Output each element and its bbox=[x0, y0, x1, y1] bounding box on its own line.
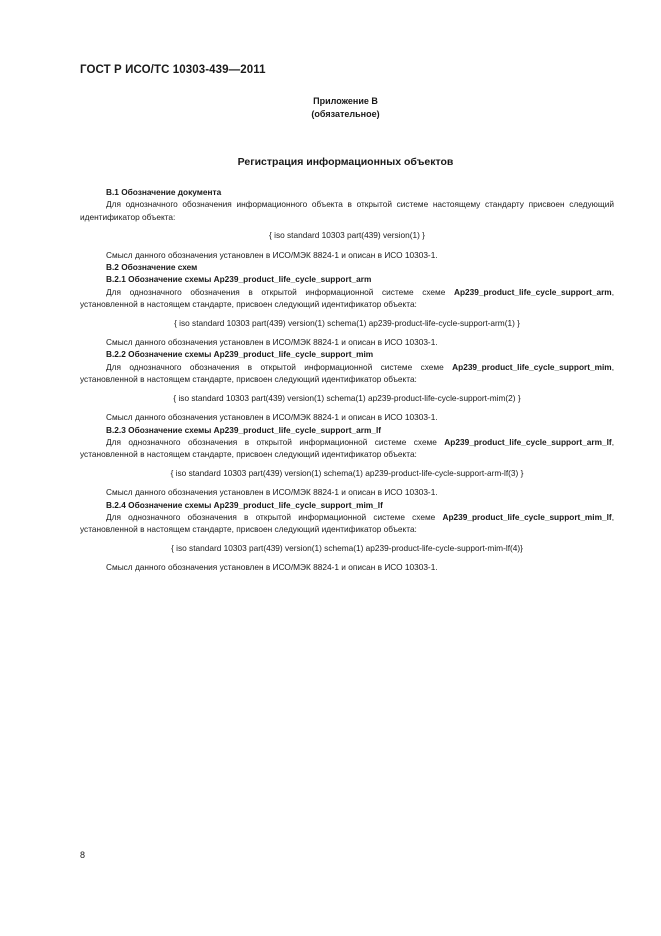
text-before: Для однозначного обозначения в открытой информационной системе схеме bbox=[106, 286, 454, 297]
annex-title: Регистрация информационных объектов bbox=[237, 156, 454, 168]
meaning-note-b21: Смысл данного обозначения установлен в ИСО/МЭК 8824-1 и описан в ИСО 10303-1. bbox=[106, 337, 438, 348]
annex-label: Приложение В bbox=[313, 96, 378, 106]
annex-block bbox=[0, 95, 661, 121]
section-text-b24 bbox=[80, 511, 614, 536]
section-heading-b22: В.2.2 Обозначение схемы Ap239_product_life_cycle_support_mim bbox=[106, 349, 374, 360]
meaning-note-b23: Смысл данного обозначения установлен в ИСО/МЭК 8824-1 и описан в ИСО 10303-1. bbox=[106, 487, 438, 498]
text-after: , установленной в настоящем стандарте, присвоен следующий идентификатор объекта: bbox=[80, 511, 614, 535]
annex-status: (обязательное) bbox=[311, 109, 380, 119]
meaning-note-b1: Смысл данного обозначения установлен в ИСО/МЭК 8824-1 и описан в ИСО 10303-1. bbox=[106, 249, 438, 260]
section-heading-b21: В.2.1 Обозначение схемы Ap239_product_life_cycle_support_arm bbox=[106, 274, 372, 285]
section-text-b1: Для однозначного обозначения информационного объекта в открытой системе настоящему стандарту присвоен следующий идентификатор объекта: bbox=[80, 199, 614, 222]
schema-name: Ap239_product_life_cycle_support_mim_lf bbox=[442, 511, 612, 522]
page-number: 8 bbox=[80, 850, 86, 860]
standard-header: ГОСТ Р ИСО/ТС 10303-439—2011 bbox=[80, 64, 266, 76]
meaning-note-b24: Смысл данного обозначения установлен в ИСО/МЭК 8824-1 и описан в ИСО 10303-1. bbox=[106, 562, 438, 573]
section-heading-b1: В.1 Обозначение документа bbox=[106, 187, 222, 197]
section-text-b22 bbox=[80, 361, 614, 386]
object-identifier-b22: { iso standard 10303 part(439) version(1) schema(1) ap239-product-life-cycle-support-mim(2) } bbox=[173, 392, 521, 403]
section-text-b23 bbox=[80, 436, 614, 461]
section-heading-b23: В.2.3 Обозначение схемы Ap239_product_life_cycle_support_arm_lf bbox=[106, 424, 382, 435]
text-after: , установленной в настоящем стандарте, присвоен следующий идентификатор объекта: bbox=[80, 286, 614, 310]
text-after: , установленной в настоящем стандарте, присвоен следующий идентификатор объекта: bbox=[80, 436, 614, 460]
meaning-note-b22: Смысл данного обозначения установлен в ИСО/МЭК 8824-1 и описан в ИСО 10303-1. bbox=[106, 412, 438, 423]
object-identifier-b1: { iso standard 10303 part(439) version(1) } bbox=[269, 230, 425, 241]
section-heading-b2: В.2 Обозначение схем bbox=[106, 262, 198, 273]
section-heading-b24: В.2.4 Обозначение схемы Ap239_product_life_cycle_support_mim_lf bbox=[106, 499, 383, 510]
schema-name: Ap239_product_life_cycle_support_mim bbox=[452, 361, 612, 372]
text-before: Для однозначного обозначения в открытой информационной системе схеме bbox=[106, 436, 445, 447]
text-before: Для однозначного обозначения в открытой информационной системе схеме bbox=[106, 511, 443, 522]
schema-name: Ap239_product_life_cycle_support_arm bbox=[453, 286, 612, 297]
document-body bbox=[80, 186, 614, 574]
schema-name: Ap239_product_life_cycle_support_arm_lf bbox=[444, 436, 612, 447]
section-text-b21 bbox=[80, 286, 614, 311]
object-identifier-b21: { iso standard 10303 part(439) version(1) schema(1) ap239-product-life-cycle-support-arm(1) } bbox=[174, 317, 520, 328]
object-identifier-b23: { iso standard 10303 part(439) version(1) schema(1) ap239-product-life-cycle-support-arm-lf(3) } bbox=[170, 467, 524, 478]
text-before: Для однозначного обозначения в открытой информационной системе схеме bbox=[106, 361, 453, 372]
object-identifier-b24: { iso standard 10303 part(439) version(1) schema(1) ap239-product-life-cycle-support-mim-lf(4)} bbox=[171, 542, 523, 553]
text-after: , установленной в настоящем стандарте, присвоен следующий идентификатор объекта: bbox=[80, 361, 614, 385]
